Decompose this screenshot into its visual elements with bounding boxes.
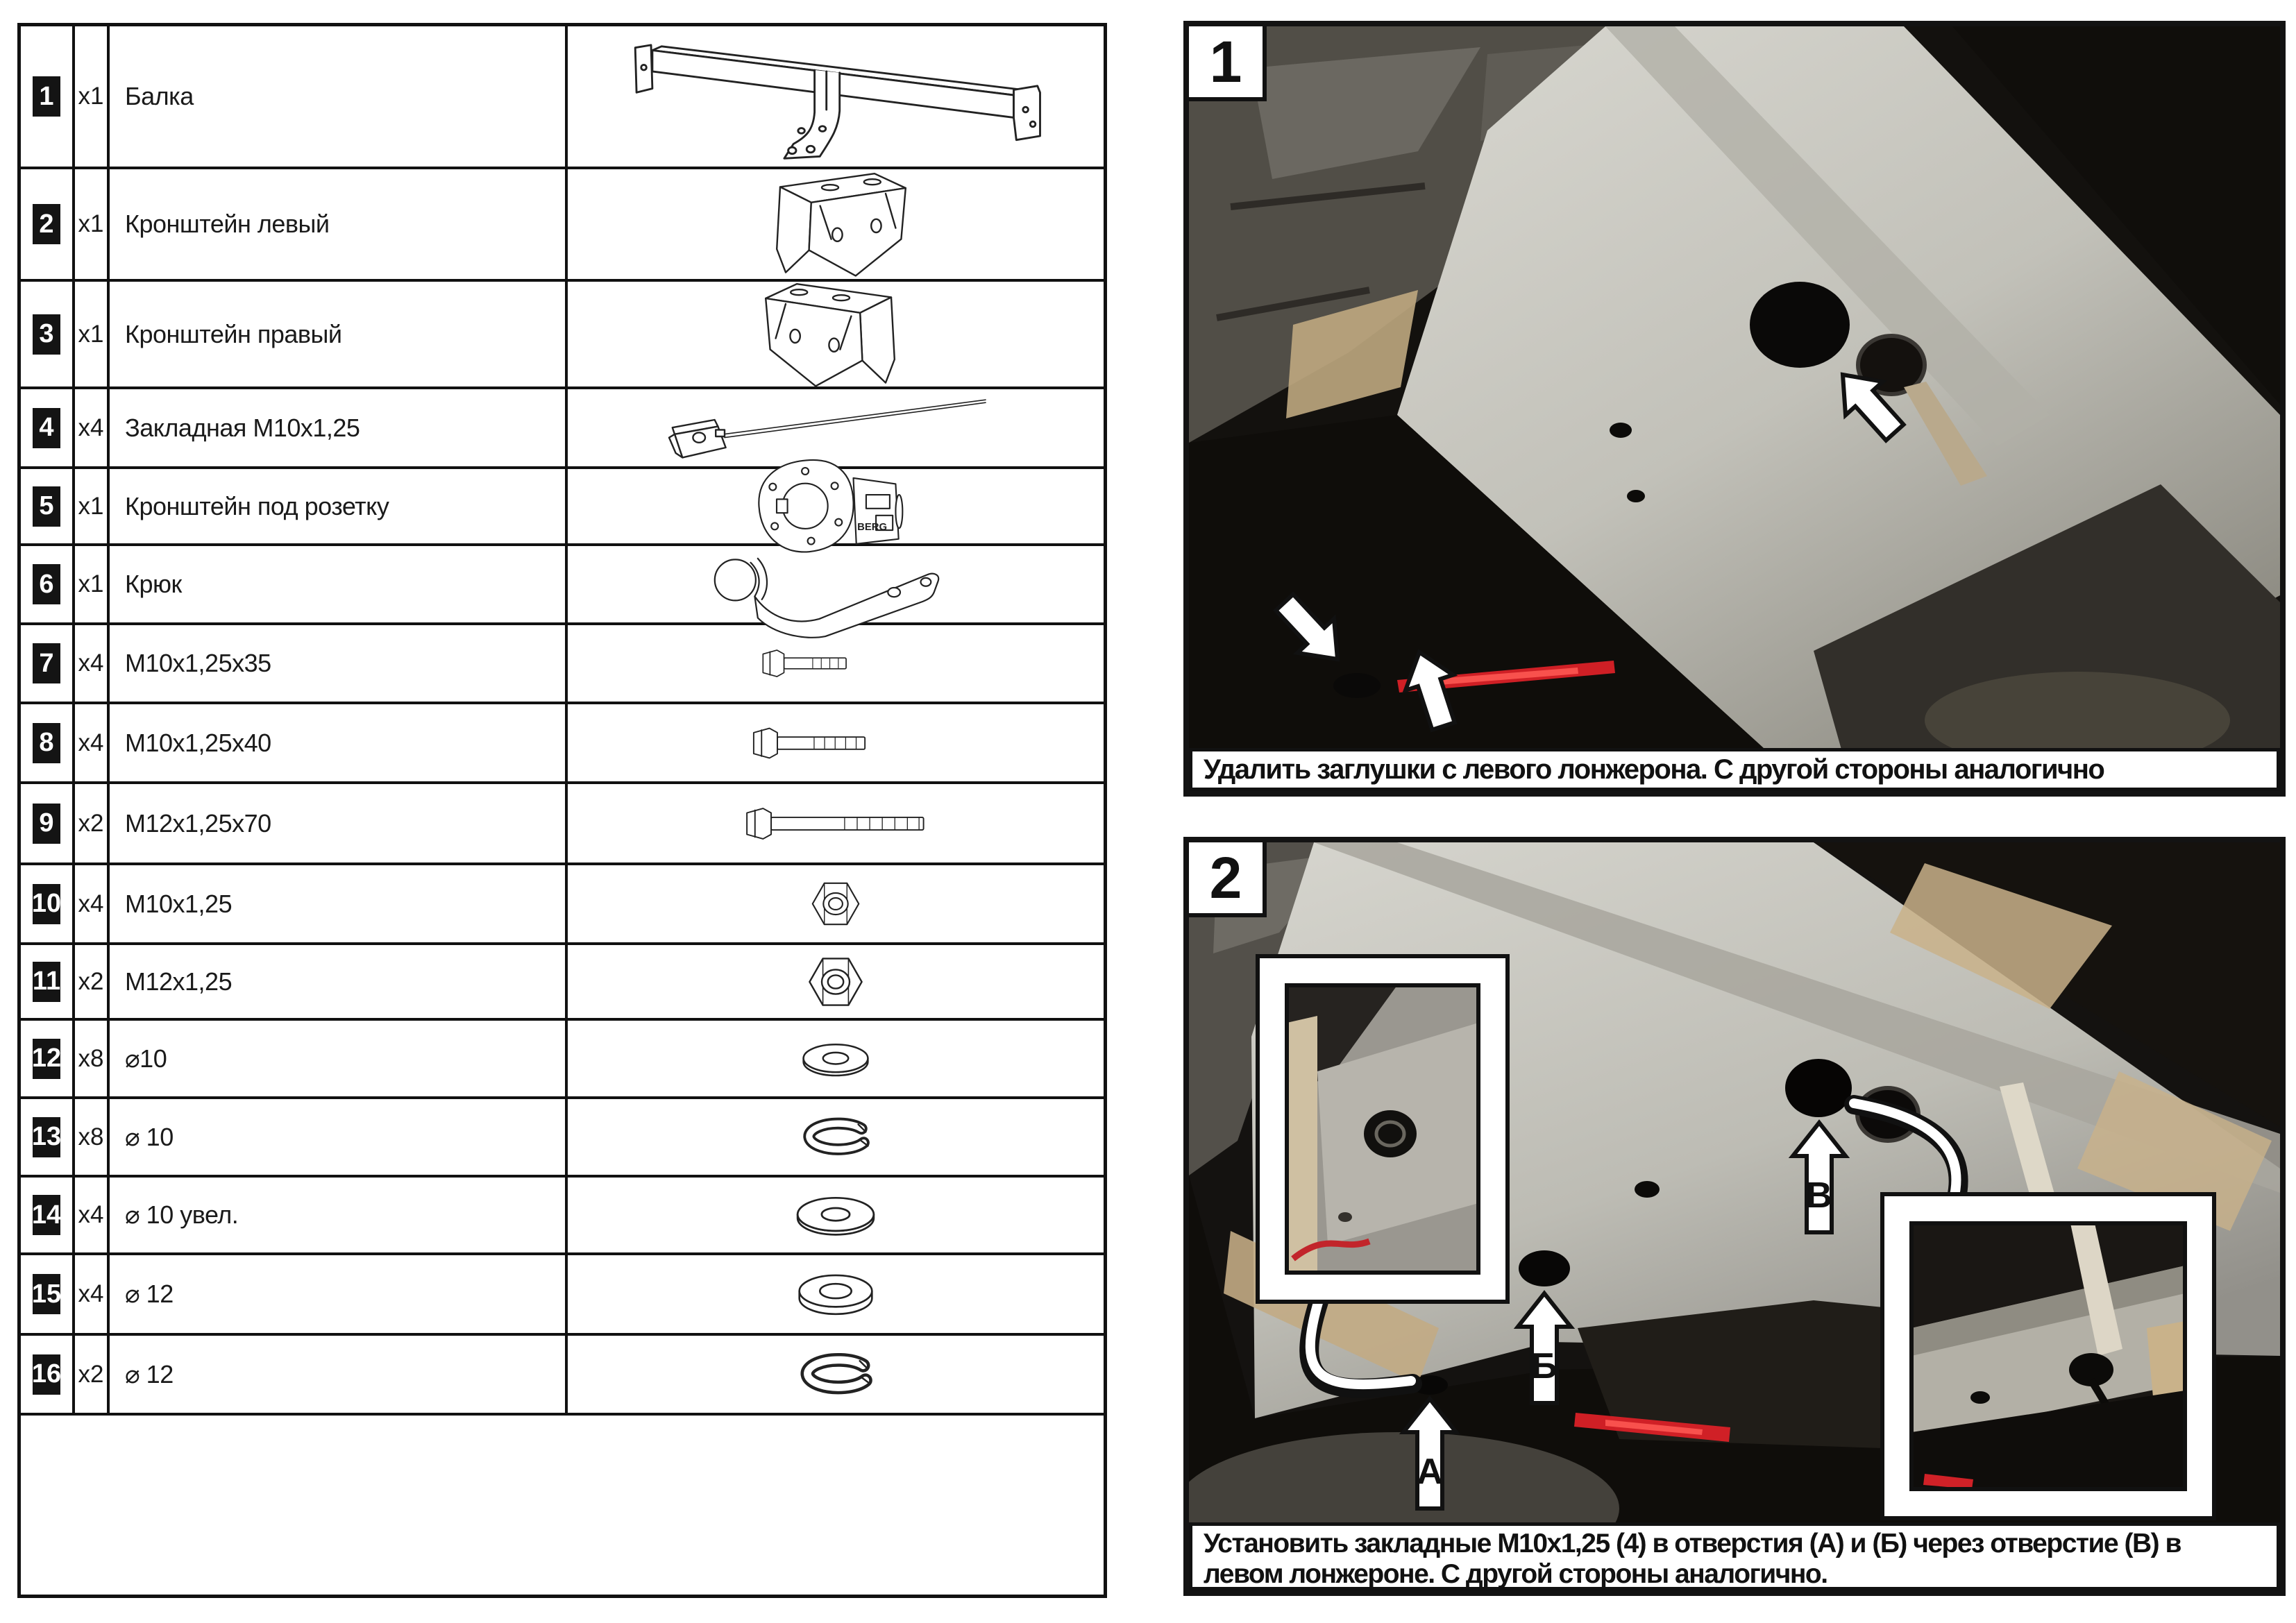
- part-qty: x1: [75, 546, 110, 622]
- part-qty: x2: [75, 784, 110, 863]
- part-number-cell: [21, 1178, 75, 1252]
- table-row: [21, 784, 1104, 865]
- washer-drawing: [795, 1039, 876, 1079]
- nut-drawing: [804, 874, 868, 933]
- parts-table: [17, 23, 1107, 1598]
- table-row: [21, 865, 1104, 945]
- part-number-badge: 12: [33, 1039, 60, 1079]
- part-number-badge: 6: [33, 564, 60, 604]
- hole-large: [1750, 282, 1850, 368]
- part-number-badge: 13: [33, 1117, 60, 1157]
- hole-small: [1635, 1181, 1660, 1198]
- inset-photo-2: [1882, 1194, 2214, 1518]
- svg-text:BERG: BERG: [857, 521, 888, 533]
- part-illustration: [568, 784, 1104, 863]
- inset1-sealant: [1287, 1016, 1317, 1273]
- svg-text:А: А: [1417, 1452, 1443, 1492]
- table-row: [21, 1021, 1104, 1099]
- part-name: ⌀ 12: [110, 1255, 568, 1333]
- bolt-70-drawing: [721, 802, 950, 845]
- part-name: Балка: [110, 26, 568, 167]
- spring-washer-large-drawing: [795, 1352, 877, 1397]
- part-qty: x8: [75, 1099, 110, 1175]
- step2-photo: [1189, 842, 2280, 1524]
- step-number-badge: 1: [1189, 26, 1267, 101]
- part-number-badge: 8: [33, 723, 60, 763]
- part-name: М10х1,25: [110, 865, 568, 942]
- part-name: М10х1,25х40: [110, 704, 568, 781]
- part-name: Кронштейн левый: [110, 169, 568, 279]
- table-row: [21, 1255, 1104, 1336]
- part-number-badge: 14: [33, 1195, 60, 1235]
- part-qty: x1: [75, 169, 110, 279]
- part-number-cell: [21, 1336, 75, 1413]
- part-number-cell: [21, 1255, 75, 1333]
- table-row: [21, 169, 1104, 282]
- part-name: М12х1,25х70: [110, 784, 568, 863]
- part-number-badge: 16: [33, 1354, 60, 1395]
- part-illustration: [568, 26, 1104, 167]
- part-qty: x1: [75, 469, 110, 543]
- part-illustration: [568, 169, 1104, 279]
- table-empty-row: [21, 1416, 1104, 1595]
- table-row: [21, 546, 1104, 625]
- svg-text:В: В: [1806, 1175, 1832, 1216]
- beam-drawing: [614, 31, 1058, 162]
- part-illustration: [568, 1021, 1104, 1096]
- inset2-hole: [1970, 1391, 1990, 1404]
- bolt-40-drawing: [744, 722, 928, 765]
- bolt-35-drawing: [754, 642, 918, 685]
- table-row: [21, 625, 1104, 704]
- part-name: Кронштейн под розетку: [110, 469, 568, 543]
- part-qty: x4: [75, 625, 110, 702]
- part-number-cell: [21, 945, 75, 1018]
- hole-V: [1785, 1059, 1852, 1117]
- part-name: ⌀ 10: [110, 1099, 568, 1175]
- part-qty: x2: [75, 945, 110, 1018]
- part-number-badge: 11: [33, 962, 60, 1002]
- bracket-left-drawing: [745, 166, 926, 282]
- part-qty: x1: [75, 26, 110, 167]
- part-number-cell: [21, 625, 75, 702]
- step-panel-2: [1183, 837, 2286, 1596]
- hole-small: [1627, 490, 1645, 502]
- table-row: [21, 26, 1104, 169]
- part-qty: x4: [75, 1255, 110, 1333]
- part-number-badge: 2: [33, 204, 60, 244]
- part-illustration: [568, 625, 1104, 702]
- step1-photo: [1189, 26, 2280, 749]
- part-qty: x1: [75, 282, 110, 386]
- part-number-cell: [21, 469, 75, 543]
- spring-washer-drawing: [797, 1116, 874, 1159]
- washer-thick-drawing: [791, 1271, 880, 1318]
- part-name: ⌀ 10 увел.: [110, 1178, 568, 1252]
- part-name: М10х1,25х35: [110, 625, 568, 702]
- part-qty: x4: [75, 389, 110, 466]
- table-row: [21, 282, 1104, 389]
- step-panel-1: [1183, 21, 2286, 797]
- part-number-cell: [21, 1021, 75, 1096]
- part-number-badge: 7: [33, 643, 60, 683]
- part-number-badge: 9: [33, 804, 60, 844]
- part-illustration: [568, 704, 1104, 781]
- washer-large-drawing: [790, 1193, 881, 1237]
- hole-B: [1519, 1250, 1570, 1286]
- part-name: Кронштейн правый: [110, 282, 568, 386]
- part-number-cell: [21, 169, 75, 279]
- part-number-badge: 10: [33, 884, 60, 924]
- part-number-cell: [21, 784, 75, 863]
- part-name: Закладная М10х1,25: [110, 389, 568, 466]
- part-illustration: [568, 1255, 1104, 1333]
- threaded-hole: [1364, 1110, 1417, 1157]
- part-number-cell: [21, 26, 75, 167]
- inset-photo-1: [1258, 956, 1508, 1302]
- part-name: ⌀10: [110, 1021, 568, 1096]
- step1-caption: Удалить заглушки с левого лонжерона. С другой стороны аналогично: [1189, 748, 2280, 791]
- part-number-badge: 4: [33, 408, 60, 448]
- part-qty: x2: [75, 1336, 110, 1413]
- hole-small: [1333, 673, 1381, 698]
- part-number-badge: 5: [33, 486, 60, 527]
- part-illustration: [568, 282, 1104, 386]
- part-name: ⌀ 12: [110, 1336, 568, 1413]
- part-number-cell: [21, 546, 75, 622]
- part-name: Крюк: [110, 546, 568, 622]
- part-number-cell: [21, 865, 75, 942]
- svg-text:Б: Б: [1531, 1346, 1558, 1386]
- part-name: М12х1,25: [110, 945, 568, 1018]
- part-qty: x8: [75, 1021, 110, 1096]
- bracket-right-drawing: [745, 276, 926, 393]
- step-number-badge: 2: [1189, 842, 1267, 917]
- table-row: [21, 704, 1104, 784]
- part-qty: x4: [75, 704, 110, 781]
- part-number-badge: 3: [33, 314, 60, 355]
- table-row: [21, 1336, 1104, 1416]
- hole-small: [1610, 423, 1632, 438]
- part-illustration: [568, 1336, 1104, 1413]
- part-illustration: [568, 1178, 1104, 1252]
- part-number-badge: 15: [33, 1274, 60, 1314]
- table-row: [21, 1099, 1104, 1178]
- hook-drawing: [697, 531, 974, 638]
- part-qty: x4: [75, 865, 110, 942]
- part-illustration: [568, 945, 1104, 1018]
- step2-caption: Установить закладные М10х1,25 (4) в отверстия (А) и (Б) через отверстие (В) в левом лонжероне. С другой стороны аналогично.: [1189, 1522, 2280, 1590]
- underbody-photo-1: [1189, 26, 2280, 749]
- underbody-photo-2: [1189, 842, 2280, 1524]
- table-row: [21, 1178, 1104, 1255]
- part-number-cell: [21, 282, 75, 386]
- part-illustration: [568, 1099, 1104, 1175]
- part-illustration: [568, 546, 1104, 622]
- nut-large-drawing: [800, 949, 872, 1015]
- part-qty: x4: [75, 1178, 110, 1252]
- part-number-cell: [21, 1099, 75, 1175]
- table-row: [21, 945, 1104, 1021]
- part-number-cell: [21, 704, 75, 781]
- part-number-cell: [21, 389, 75, 466]
- part-illustration: [568, 865, 1104, 942]
- table-row: [21, 389, 1104, 469]
- inset1-dot: [1338, 1212, 1352, 1222]
- part-number-badge: 1: [33, 76, 60, 117]
